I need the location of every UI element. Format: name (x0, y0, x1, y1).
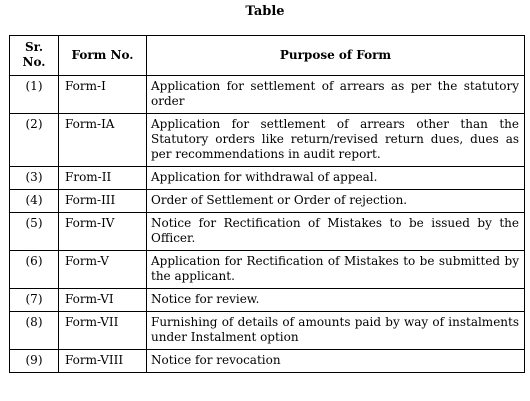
table-body (10, 76, 525, 373)
table-row (10, 114, 525, 167)
cell-form: From-II (59, 167, 147, 190)
cell-purpose: Application for settlement of arrears other than the Statutory orders like return/revised return dues, dues as per recommendations in audit report. (147, 114, 525, 167)
table-row (10, 167, 525, 190)
cell-form: Form-VI (59, 289, 147, 312)
header-sr-no (10, 36, 59, 76)
table-row (10, 213, 525, 251)
cell-form: Form-III (59, 190, 147, 213)
table-row (10, 312, 525, 350)
cell-purpose: Notice for review. (147, 289, 525, 312)
cell-purpose: Notice for revocation (147, 350, 525, 373)
cell-purpose: Notice for Rectification of Mistakes to be issued by the Officer. (147, 213, 525, 251)
table-row (10, 76, 525, 114)
cell-form: Form-IV (59, 213, 147, 251)
table-header (10, 36, 525, 76)
cell-purpose: Furnishing of details of amounts paid by way of instalments under Instalment option (147, 312, 525, 350)
cell-sr: (2) (10, 114, 59, 167)
cell-purpose: Application for Rectification of Mistakes to be submitted by the applicant. (147, 251, 525, 289)
header-purpose: Purpose of Form (147, 36, 525, 76)
header-row (10, 36, 525, 76)
cell-purpose: Order of Settlement or Order of rejection. (147, 190, 525, 213)
header-form-no: Form No. (59, 36, 147, 76)
cell-sr: (8) (10, 312, 59, 350)
cell-sr: (1) (10, 76, 59, 114)
cell-sr: (6) (10, 251, 59, 289)
table-row (10, 350, 525, 373)
cell-form: Form-V (59, 251, 147, 289)
cell-form: Form-I (59, 76, 147, 114)
cell-form: Form-VIII (59, 350, 147, 373)
cell-purpose: Application for withdrawal of appeal. (147, 167, 525, 190)
forms-table (9, 35, 525, 373)
cell-form: Form-IA (59, 114, 147, 167)
table-title: Table (245, 4, 285, 19)
header-sr-line2: No. (22, 55, 46, 69)
cell-sr: (7) (10, 289, 59, 312)
cell-sr: (9) (10, 350, 59, 373)
table-row (10, 251, 525, 289)
table-row (10, 289, 525, 312)
cell-purpose: Application for settlement of arrears as per the statutory order (147, 76, 525, 114)
table-row (10, 190, 525, 213)
cell-sr: (4) (10, 190, 59, 213)
cell-sr: (3) (10, 167, 59, 190)
cell-form: Form-VII (59, 312, 147, 350)
cell-sr: (5) (10, 213, 59, 251)
header-sr-line1: Sr. (24, 40, 44, 54)
